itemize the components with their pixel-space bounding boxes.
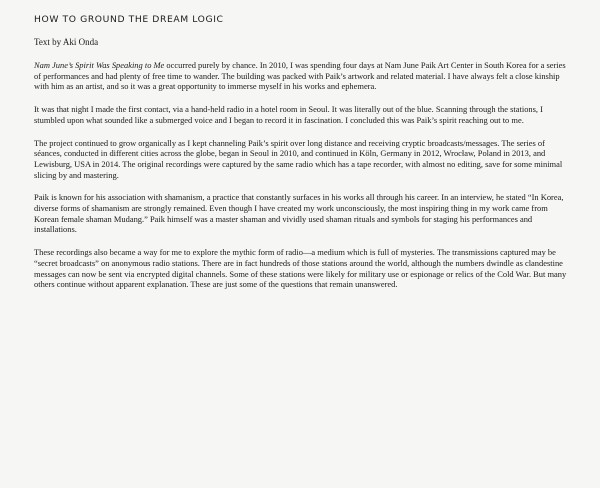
paragraph-1-text: occurred purely by chance. In 2010, I was spending four days at Nam June Paik Art Center in South Korea for a series of performances and had plenty of free time to wander. The building was packed with Paik’s artwork and related material. I have always felt a close kinship with him as an artist, and so it was a great opportunity to immerse myself in his works and ephemera. [34, 60, 566, 92]
paragraph-5: These recordings also became a way for me to explore the mythic form of radio—a medium which is full of mysteries. The transmissions captured may be “secret broadcasts” on anonymous radio stations. There are in fact hundreds of those stations around the world, although the numbers dwindle as clandestine messages can now be sent via encrypted digital channels. Some of these stations were likely for military use or espionage or relics of the Cold War. But many others continue without apparent explanation. These are just some of the questions that remain unanswered. [34, 247, 567, 290]
paragraph-1 [34, 60, 568, 92]
paragraph-3: The project continued to grow organically as I kept channeling Paik’s spirit over long distance and receiving cryptic broadcasts/messages. The series of séances, conducted in different cities across the globe, began in Seoul in 2010, and continued in Köln, Germany in 2012, Wrocław, Poland in 2013, and Lewisburg, USA in 2014. The original recordings were captured by the same radio which has a tape recorder, with almost no editing, save for some minimal slicing by and mastering. [34, 137, 563, 180]
work-title: Nam June’s Spirit Was Speaking to Me [34, 60, 165, 70]
page-title: HOW TO GROUND THE DREAM LOGIC [34, 14, 224, 25]
paragraph-2: It was that night I made the first contact, via a hand-held radio in a hotel room in Seoul. It was literally out of the blue. Scanning through the stations, I stumbled upon what sounded like a submerged voice and I began to record it in fascination. I concluded this was Paik’s spirit reaching out to me. [34, 104, 543, 125]
byline: Text by Aki Onda [34, 37, 99, 47]
paragraph-4: Paik is known for his association with shamanism, a practice that constantly surfaces in his works all through his career. In an interview, he stated “In Korea, diverse forms of shamanism are strongly remained. Even though I have created my work unconsciously, the most inspiring thing in my work came from Korean female shaman Mudang.” Paik himself was a master shaman and vividly used shaman rituals and symbols for staging his performances and installations. [34, 192, 564, 235]
